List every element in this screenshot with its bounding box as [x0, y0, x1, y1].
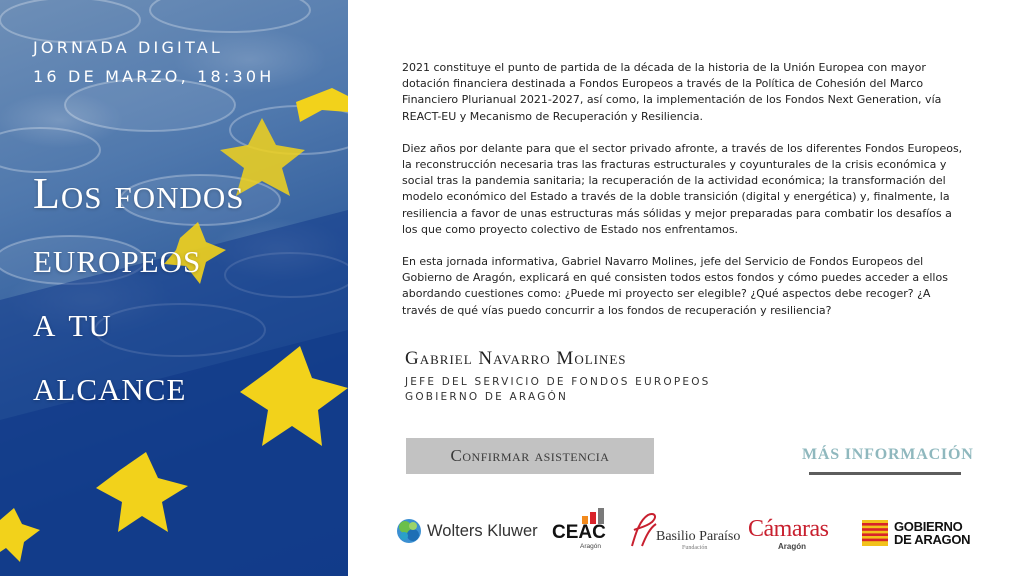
gobierno-aragon-line1: GOBIERNO	[894, 519, 963, 534]
title-line-1: Los fondos	[33, 169, 245, 218]
ceac-text: CEAC	[552, 522, 606, 543]
speaker-role: JEFE DEL SERVICIO DE FONDOS EUROPEOS	[405, 376, 711, 388]
title-line-2: europeos	[33, 233, 202, 282]
gobierno-aragon-line2: DE ARAGON	[894, 532, 971, 547]
gobierno-aragon-text	[894, 520, 970, 546]
event-date: 16 DE MARZO, 18:30H	[33, 67, 275, 86]
wolters-kluwer-text: Wolters Kluwer	[427, 521, 538, 540]
more-info-link[interactable]: MÁS INFORMACIÓN	[802, 446, 974, 463]
event-description	[402, 60, 967, 335]
hero-panel	[0, 0, 348, 576]
basilio-paraiso-subtitle: Fundación	[682, 545, 708, 551]
confirm-attendance-button[interactable]: Confirmar asistencia	[406, 438, 654, 474]
ceac-logo	[552, 508, 616, 550]
basilio-paraiso-text: Basilio Paraíso	[656, 529, 741, 544]
speaker-name: Gabriel Navarro Molines	[405, 348, 627, 369]
description-paragraph: 2021 constituye el punto de partida de la década de la historia de la Unión Europea con mayor dotación financiera destinada a Fondos Europeos a través de la Política de Cohesión del Marco Financiero Plurianual 2021-2027, así como, la implementación de los Fondos Next Generation, vía REACT-EU y Mecanismo de Recuperación y Resiliencia.	[402, 61, 942, 123]
aragon-flag-icon	[862, 520, 888, 546]
camaras-subtitle: Aragón	[778, 542, 806, 551]
wolters-kluwer-globe-icon	[396, 518, 422, 544]
more-info-underline	[809, 472, 961, 475]
wolters-kluwer-logo	[396, 517, 538, 545]
description-paragraph: Diez años por delante para que el sector privado afronte, a través de los diferentes Fondos Europeos, la reconstrucción necesaria tras las fracturas estructurales y coyunturales de la crisis económica y social tras la pandemia sanitaria; la recuperación de la actividad económica; la transformación del modelo económico del Estado a través de la doble transición (digital y energética) y, finalmente, la resiliencia a favor de unas estructuras más sólidas y mejor preparadas para combatir los desafíos a los que como proyecto colectivo de Estado nos enfrentamos.	[402, 141, 963, 236]
hero-text	[0, 0, 348, 576]
camaras-text: Cámaras	[748, 516, 829, 542]
basilio-paraiso-signature-icon	[626, 512, 660, 548]
basilio-paraiso-logo	[626, 512, 741, 552]
camaras-logo	[748, 513, 844, 553]
description-paragraph: En esta jornada informativa, Gabriel Navarro Molines, jefe del Servicio de Fondos Europeos del Gobierno de Aragón, explicará en qué consisten todos estos fondos y cómo puedes acceder a ellos abordando cuestiones como: ¿Puede mi proyecto ser elegible? ¿Qué aspectos debe recoger? ¿A través de qué vías puedo concurrir a los fondos de recuperación y resiliencia?	[402, 255, 948, 317]
gobierno-aragon-logo	[862, 518, 970, 548]
title-line-4: alcance	[33, 361, 187, 410]
speaker-organization: GOBIERNO DE ARAGÓN	[405, 391, 569, 403]
event-type: JORNADA DIGITAL	[33, 38, 223, 57]
title-line-3: a tu	[33, 297, 112, 346]
ceac-subtitle: Aragón	[580, 543, 601, 550]
